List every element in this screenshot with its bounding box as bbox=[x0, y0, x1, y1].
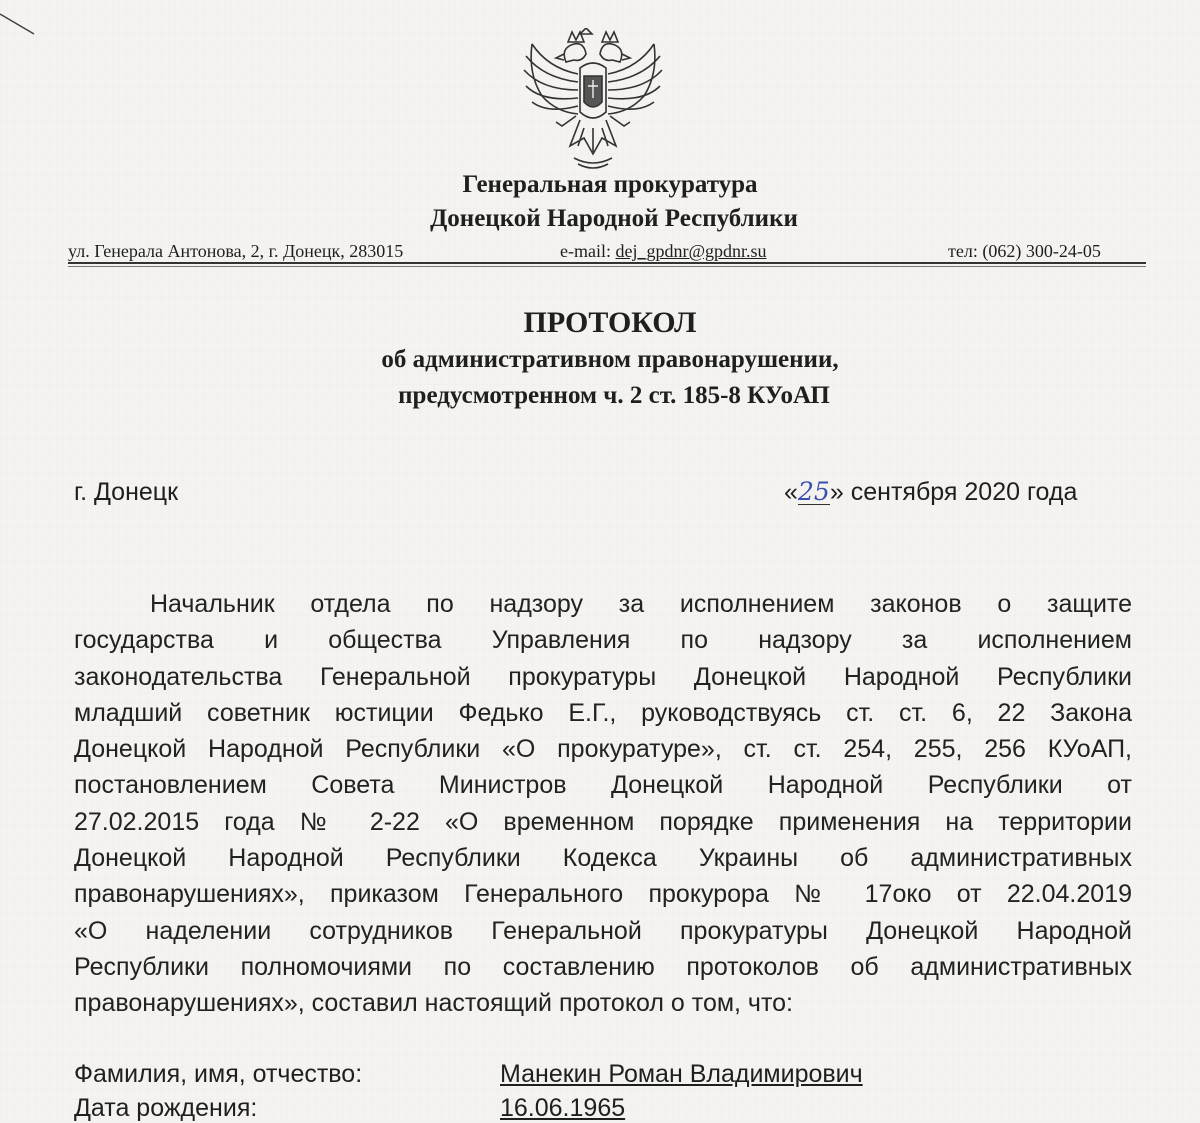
org-phone: тел: (062) 300-24-05 bbox=[948, 241, 1101, 261]
body-line: Донецкой Народной Республики Кодекса Украины об административных bbox=[74, 844, 1132, 873]
body-line: постановлением Совета Министров Донецкой Народной Республики от bbox=[74, 771, 1132, 800]
body-line: правонарушениях», составил настоящий протокол о том, что: bbox=[74, 989, 793, 1018]
document-date bbox=[784, 478, 1077, 507]
body-line: «О наделении сотрудников Генеральной прокуратуры Донецкой Народной bbox=[74, 916, 1132, 945]
field-full-name bbox=[74, 1060, 863, 1089]
field-label-birth-date: Дата рождения: bbox=[74, 1094, 258, 1122]
body-line: государства и общества Управления по надзору за исполнением bbox=[74, 626, 1132, 655]
header-divider-thin bbox=[68, 266, 1146, 267]
field-value-full-name: Манекин Роман Владимирович bbox=[500, 1060, 863, 1088]
corner-mark-icon bbox=[0, 0, 40, 40]
org-email-block bbox=[560, 240, 767, 262]
date-day-handwritten: 25 bbox=[798, 477, 830, 506]
date-month-year: сентября 2020 года bbox=[843, 478, 1078, 506]
double-headed-eagle-emblem-icon bbox=[518, 28, 668, 173]
date-quote-open: « bbox=[784, 478, 798, 506]
field-birth-date bbox=[74, 1094, 626, 1123]
body-line: Донецкой Народной Республики «О прокуратуре», ст. ст. 254, 255, 256 КУоАП, bbox=[74, 735, 1132, 764]
body-line: Начальник отдела по надзору за исполнением законов о защите bbox=[150, 590, 1132, 618]
body-line: правонарушениях», приказом Генерального прокурора № 17око от 22.04.2019 bbox=[74, 880, 1132, 909]
org-name-line1: Генеральная прокуратура bbox=[462, 171, 758, 198]
org-name-line2: Донецкой Народной Республики bbox=[430, 205, 798, 232]
body-line: законодательства Генеральной прокуратуры Донецкой Народной Республики bbox=[74, 662, 1132, 691]
body-line: Республики полномочиями по составлению протоколов об административных bbox=[74, 952, 1132, 981]
document-subtitle-line1: об административном правонарушении, bbox=[381, 346, 839, 373]
org-address: ул. Генерала Антонова, 2, г. Донецк, 283015 bbox=[68, 241, 404, 261]
protocol-body bbox=[74, 586, 1132, 1022]
email-link[interactable]: dej_gpdnr@gpdnr.su bbox=[615, 241, 767, 261]
header-divider bbox=[68, 262, 1146, 264]
date-quote-close: » bbox=[829, 478, 844, 506]
body-line: младший советник юстиции Федько Е.Г., руководствуясь ст. ст. 6, 22 Закона bbox=[74, 698, 1132, 727]
document-title: ПРОТОКОЛ bbox=[523, 306, 697, 339]
document-subtitle-line2: предусмотренном ч. 2 ст. 185-8 КУоАП bbox=[398, 382, 830, 409]
email-prefix: e-mail: bbox=[560, 241, 616, 261]
body-line: 27.02.2015 года № 2-22 «О временном порядке применения на территории bbox=[74, 807, 1132, 836]
place-city: г. Донецк bbox=[74, 478, 179, 506]
field-value-birth-date: 16.06.1965 bbox=[500, 1094, 626, 1122]
field-label-full-name: Фамилия, имя, отчество: bbox=[74, 1060, 363, 1088]
